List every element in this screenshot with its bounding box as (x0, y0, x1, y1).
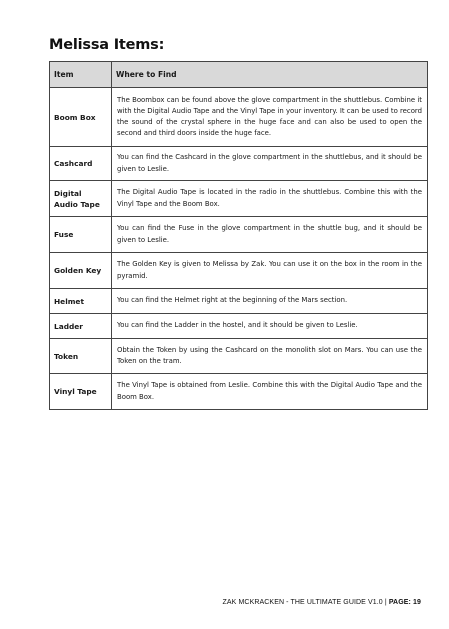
item-name: Ladder (50, 314, 112, 339)
item-name: Cashcard (50, 147, 112, 181)
item-location: The Golden Key is given to Melissa by Zak. You can use it on the box in the room in the pyramid. (112, 253, 428, 289)
item-location: You can find the Ladder in the hostel, and it should be given to Leslie. (112, 314, 428, 339)
item-location: The Digital Audio Tape is located in the radio in the shuttlebus. Combine this with the Vinyl Tape and the Boom Box. (112, 181, 428, 217)
table-row (50, 289, 428, 314)
table-row (50, 88, 428, 147)
table-header-row (50, 62, 428, 88)
item-name: Vinyl Tape (50, 374, 112, 410)
item-name: Fuse (50, 217, 112, 253)
page-footer (223, 599, 421, 606)
footer-title: ZAK MCKRACKEN - THE ULTIMATE GUIDE V1.0 | (222, 599, 387, 606)
item-name: Digital Audio Tape (50, 181, 112, 217)
item-location: You can find the Helmet right at the beginning of the Mars section. (112, 289, 428, 314)
item-name: Golden Key (50, 253, 112, 289)
table-row (50, 181, 428, 217)
item-column-header: Item (50, 62, 112, 88)
table-row (50, 314, 428, 339)
item-name: Boom Box (50, 88, 112, 147)
page-number: PAGE: 19 (388, 599, 421, 606)
page-title: Melissa Items: (49, 37, 165, 53)
item-location: Obtain the Token by using the Cashcard on the monolith slot on Mars. You can use the Token on the tram. (112, 339, 428, 374)
item-name: Helmet (50, 289, 112, 314)
item-location: The Boombox can be found above the glove compartment in the shuttlebus. Combine it with the Digital Audio Tape and the Vinyl Tape in your inventory. It can be used to record the sound of the crystal sphere in the huge face and can also be used to open the second and third doors inside the huge face. (112, 88, 428, 147)
item-location: You can find the Cashcard in the glove compartment in the shuttlebus, and it should be given to Leslie. (112, 147, 428, 181)
item-location: You can find the Fuse in the glove compartment in the shuttle bug, and it should be given to Leslie. (112, 217, 428, 253)
table-row (50, 339, 428, 374)
items-table (49, 61, 428, 410)
item-name: Token (50, 339, 112, 374)
table-row (50, 374, 428, 410)
table-row (50, 147, 428, 181)
where-column-header: Where to Find (112, 62, 428, 88)
item-location: The Vinyl Tape is obtained from Leslie. Combine this with the Digital Audio Tape and the Boom Box. (112, 374, 428, 410)
table-row (50, 253, 428, 289)
table-row (50, 217, 428, 253)
